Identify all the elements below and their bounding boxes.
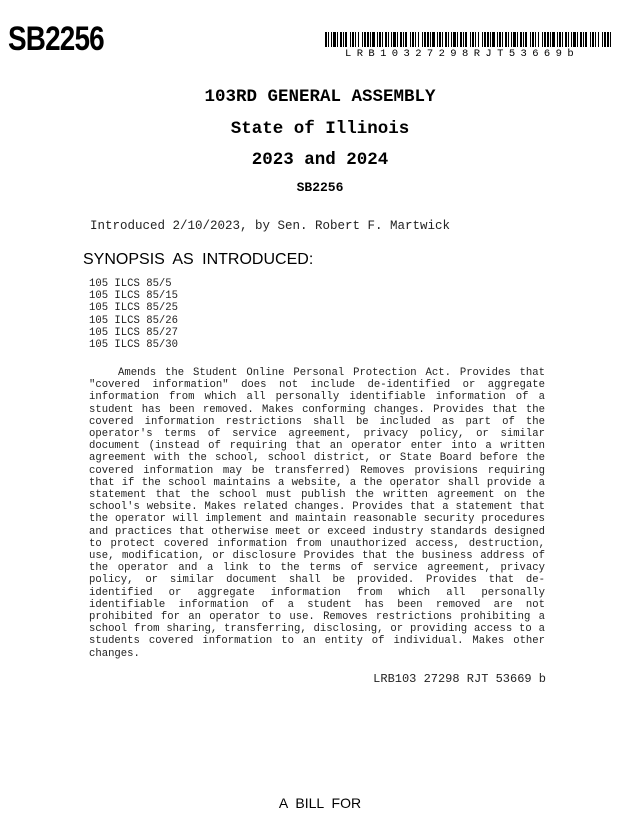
barcode-bar: [350, 32, 351, 47]
barcode-bar: [382, 32, 383, 47]
barcode-bar: [343, 32, 344, 47]
barcode-bar: [460, 32, 462, 47]
barcode-bar: [453, 32, 456, 47]
barcode-bar: [391, 32, 392, 47]
barcode-bar: [610, 32, 611, 47]
barcode-bar: [607, 32, 609, 47]
barcode-bar: [598, 32, 599, 47]
synopsis-title: SYNOPSIS AS INTRODUCED:: [83, 251, 314, 268]
barcode-bar: [583, 32, 584, 47]
bill-number-heading: SB2256: [296, 180, 344, 195]
barcode-bar: [525, 32, 527, 47]
barcode-bar: [580, 32, 582, 47]
barcode-bar: [437, 32, 438, 47]
citation-item: 105 ILCS 85/25: [89, 302, 179, 315]
barcode-bar: [400, 32, 402, 47]
barcode-bar: [430, 32, 431, 47]
barcode-bar: [415, 32, 416, 47]
barcode-bar: [388, 32, 389, 47]
barcode-bar: [535, 32, 536, 47]
barcode-bar: [517, 32, 518, 47]
barcode-bar: [364, 32, 366, 47]
state-heading: State of Illinois: [230, 119, 410, 139]
citation-item: 105 ILCS 85/30: [89, 339, 179, 352]
citation-list: [89, 278, 178, 351]
barcode: [325, 32, 611, 60]
barcode-bar: [379, 32, 381, 47]
barcode-bar: [358, 32, 359, 47]
barcode-bar: [355, 32, 356, 47]
barcode-bar: [513, 32, 516, 47]
barcode-bar: [340, 32, 342, 47]
barcode-bar: [475, 32, 476, 47]
barcode-bar: [530, 32, 531, 47]
barcode-bar: [370, 32, 371, 47]
barcode-bar: [604, 32, 606, 47]
barcode-bar: [333, 32, 336, 47]
citation-item: 105 ILCS 85/5: [89, 278, 172, 290]
barcode-bar: [439, 32, 441, 47]
barcode-bar: [499, 32, 501, 47]
synopsis-text: Amends the Student Online Personal Protection Act. Provides that "covered information" does not include de-identified or aggregate information from which all personally identifiable information of a student has been removed. Makes conforming changes. Provides that the covered information restrictions shall be included as part of the operator's terms of service agreement, privacy policy, or similar document (instead of requiring that an operator enter into a written agreement with the school, school district, or State Board before the covered information may be transferred) Removes provisions requiring that if the school maintains a website, a the operator shall provide a statement that the school must publish the written agreement on the school's website. Makes related changes. Provides that a statement that the operator will implement and maintain reasonable security procedures and practices that otherwise meet or exceed industry standards designed to protect covered information from unauthorized access, destruction, use, modification, or disclosure Provides that the business address of the operator and a link to the terms of service agreement, privacy policy, or similar document shall be provided. Provides that de-identified or aggregate information from which all personally identifiable information of a student has been removed are not prohibited for an operator to use. Removes restrictions prohibiting a school from sharing, transferring, disclosing, or providing access to a students covered information to an entity of individual. Makes other changes.: [89, 367, 545, 660]
assembly-heading: 103RD GENERAL ASSEMBLY: [204, 87, 436, 107]
barcode-bar: [397, 32, 398, 47]
barcode-bar: [550, 32, 551, 47]
barcode-bar: [508, 32, 509, 47]
barcode-bar: [362, 32, 363, 47]
barcode-bar: [328, 32, 329, 47]
barcode-bar: [484, 32, 486, 47]
barcode-bar: [538, 32, 539, 47]
barcode-bar: [478, 32, 479, 47]
barcode-bar: [442, 32, 443, 47]
barcode-bar: [559, 32, 561, 47]
synopsis-body: [89, 367, 545, 660]
barcode-bar: [490, 32, 491, 47]
barcode-bar: [410, 32, 411, 47]
barcode-bar: [592, 32, 594, 47]
barcode-bar: [377, 32, 378, 47]
barcode-bar: [331, 32, 332, 47]
barcode-bar: [367, 32, 369, 47]
barcode-bar: [424, 32, 426, 47]
barcode-bar: [505, 32, 507, 47]
barcode-bar: [385, 32, 387, 47]
barcode-bar: [557, 32, 558, 47]
barcode-bar: [457, 32, 458, 47]
barcode-bar: [472, 32, 474, 47]
barcode-graphic: [325, 32, 611, 47]
bill-number-header: SB2256: [8, 20, 104, 58]
barcode-bar: [465, 32, 467, 47]
barcode-bar: [337, 32, 338, 47]
barcode-bar: [405, 32, 407, 47]
years-heading: 2023 and 2024: [251, 150, 389, 170]
barcode-bar: [497, 32, 498, 47]
barcode-bar: [544, 32, 546, 47]
barcode-text: LRB10327298RJT53669b: [345, 48, 580, 60]
barcode-bar: [432, 32, 435, 47]
barcode-bar: [595, 32, 596, 47]
barcode-bar: [482, 32, 483, 47]
introduced-line: Introduced 2/10/2023, by Sen. Robert F. Martwick: [90, 219, 451, 233]
barcode-bar: [520, 32, 522, 47]
barcode-bar: [393, 32, 396, 47]
barcode-bar: [470, 32, 471, 47]
citation-item: 105 ILCS 85/27: [89, 326, 179, 339]
barcode-bar: [568, 32, 569, 47]
barcode-bar: [547, 32, 549, 47]
barcode-bar: [565, 32, 567, 47]
barcode-bar: [448, 32, 449, 47]
bill-for-heading: A BILL FOR: [278, 795, 362, 811]
barcode-bar: [422, 32, 423, 47]
barcode-bar: [562, 32, 563, 47]
barcode-bar: [352, 32, 354, 47]
barcode-bar: [552, 32, 555, 47]
citation-item: 105 ILCS 85/26: [89, 314, 179, 327]
barcode-bar: [571, 32, 572, 47]
barcode-bar: [418, 32, 419, 47]
lrb-footer: LRB103 27298 RJT 53669 b: [373, 672, 546, 686]
barcode-bar: [590, 32, 591, 47]
barcode-bar: [532, 32, 534, 47]
citation-item: 105 ILCS 85/15: [89, 290, 179, 303]
barcode-bar: [325, 32, 327, 47]
barcode-bar: [451, 32, 452, 47]
barcode-bar: [463, 32, 464, 47]
barcode-bar: [372, 32, 375, 47]
barcode-bar: [487, 32, 489, 47]
barcode-bar: [523, 32, 524, 47]
barcode-bar: [577, 32, 578, 47]
barcode-bar: [427, 32, 429, 47]
barcode-bar: [345, 32, 347, 47]
barcode-bar: [573, 32, 576, 47]
barcode-bar: [602, 32, 603, 47]
barcode-bar: [502, 32, 503, 47]
barcode-bar: [585, 32, 587, 47]
barcode-bar: [445, 32, 447, 47]
barcode-bar: [511, 32, 512, 47]
barcode-bar: [403, 32, 404, 47]
barcode-bar: [412, 32, 414, 47]
barcode-bar: [542, 32, 543, 47]
barcode-bar: [492, 32, 495, 47]
